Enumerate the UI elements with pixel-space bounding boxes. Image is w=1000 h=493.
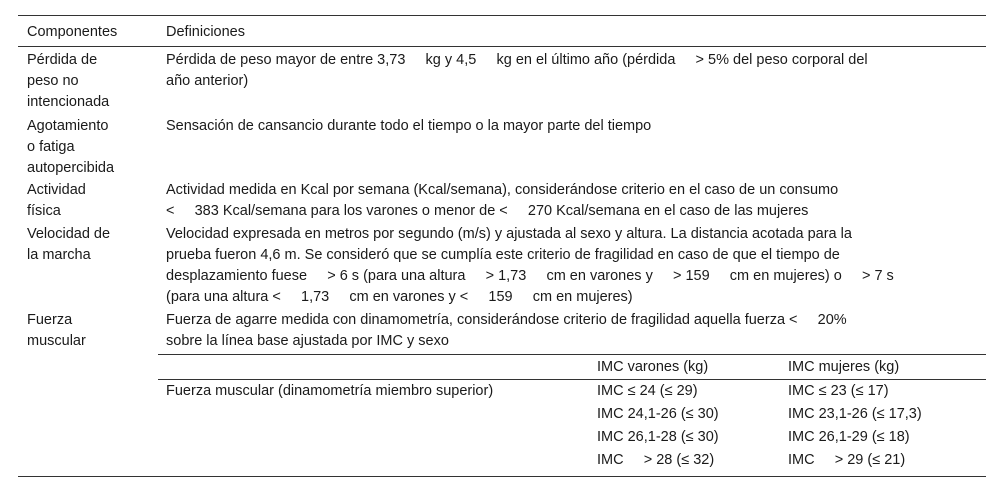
- component-definition: Pérdida de peso mayor de entre 3,73 kg y 4,5 kg en el último año (pérdida > 5% del peso corporal del año anterior): [166, 52, 868, 89]
- component-name: Actividad física: [27, 182, 86, 219]
- header-definiciones: Definiciones: [166, 24, 245, 40]
- subtable-top-rule: [158, 354, 986, 355]
- subtable-header-women: IMC mujeres (kg): [788, 359, 900, 375]
- list-item: IMC ≤ 23 (≤ 17): [788, 383, 889, 399]
- list-item: IMC ≤ 24 (≤ 29): [597, 383, 698, 399]
- component-definition: Sensación de cansancio durante todo el tiempo o la mayor parte del tiempo: [166, 118, 652, 134]
- subtable-label: Fuerza muscular (dinamometría miembro superior): [166, 383, 494, 399]
- subtable-header-men: IMC varones (kg): [597, 359, 709, 375]
- table-top-rule: [18, 15, 986, 16]
- list-item: IMC > 28 (≤ 32): [597, 452, 715, 468]
- component-definition: Fuerza de agarre medida con dinamometría, considerándose criterio de fragilidad aquella fuerza < 20% sobre la línea base ajustada por IMC y sexo: [166, 312, 847, 349]
- list-item: IMC 23,1-26 (≤ 17,3): [788, 406, 922, 422]
- list-item: IMC > 29 (≤ 21): [788, 452, 906, 468]
- list-item: IMC 26,1-29 (≤ 18): [788, 429, 910, 445]
- component-name: Pérdida de peso no intencionada: [27, 52, 110, 110]
- list-item: IMC 24,1-26 (≤ 30): [597, 406, 719, 422]
- component-definition: Actividad medida en Kcal por semana (Kcal/semana), considerándose criterio en el caso de un consumo < 383 Kcal/semana para los varones o menor de < 270 Kcal/semana en el caso de las mujeres: [166, 182, 839, 219]
- header-componentes: Componentes: [27, 24, 118, 40]
- component-name: Fuerza muscular: [27, 312, 86, 349]
- component-name: Agotamiento o fatiga autopercibida: [27, 118, 115, 176]
- component-name: Velocidad de la marcha: [27, 226, 111, 263]
- subtable-women-values: [788, 381, 922, 471]
- component-definition: Velocidad expresada en metros por segundo (m/s) y ajustada al sexo y altura. La distancia acotada para la prueba fueron 4,6 m. Se consideró que se cumplía este criterio de fragilidad en caso de que el tiempo de desplazamiento fuese > 6 s (para una altura > 1,73 cm en varones y > 159 cm en mujeres) o > 7 s (para una altura < 1,73 cm en varones y < 159 cm en mujeres): [166, 226, 894, 305]
- list-item: IMC 26,1-28 (≤ 30): [597, 429, 719, 445]
- table-bottom-rule: [18, 476, 986, 477]
- header-rule: [18, 46, 986, 47]
- subtable-header-rule: [158, 379, 986, 380]
- subtable-men-values: [597, 381, 719, 471]
